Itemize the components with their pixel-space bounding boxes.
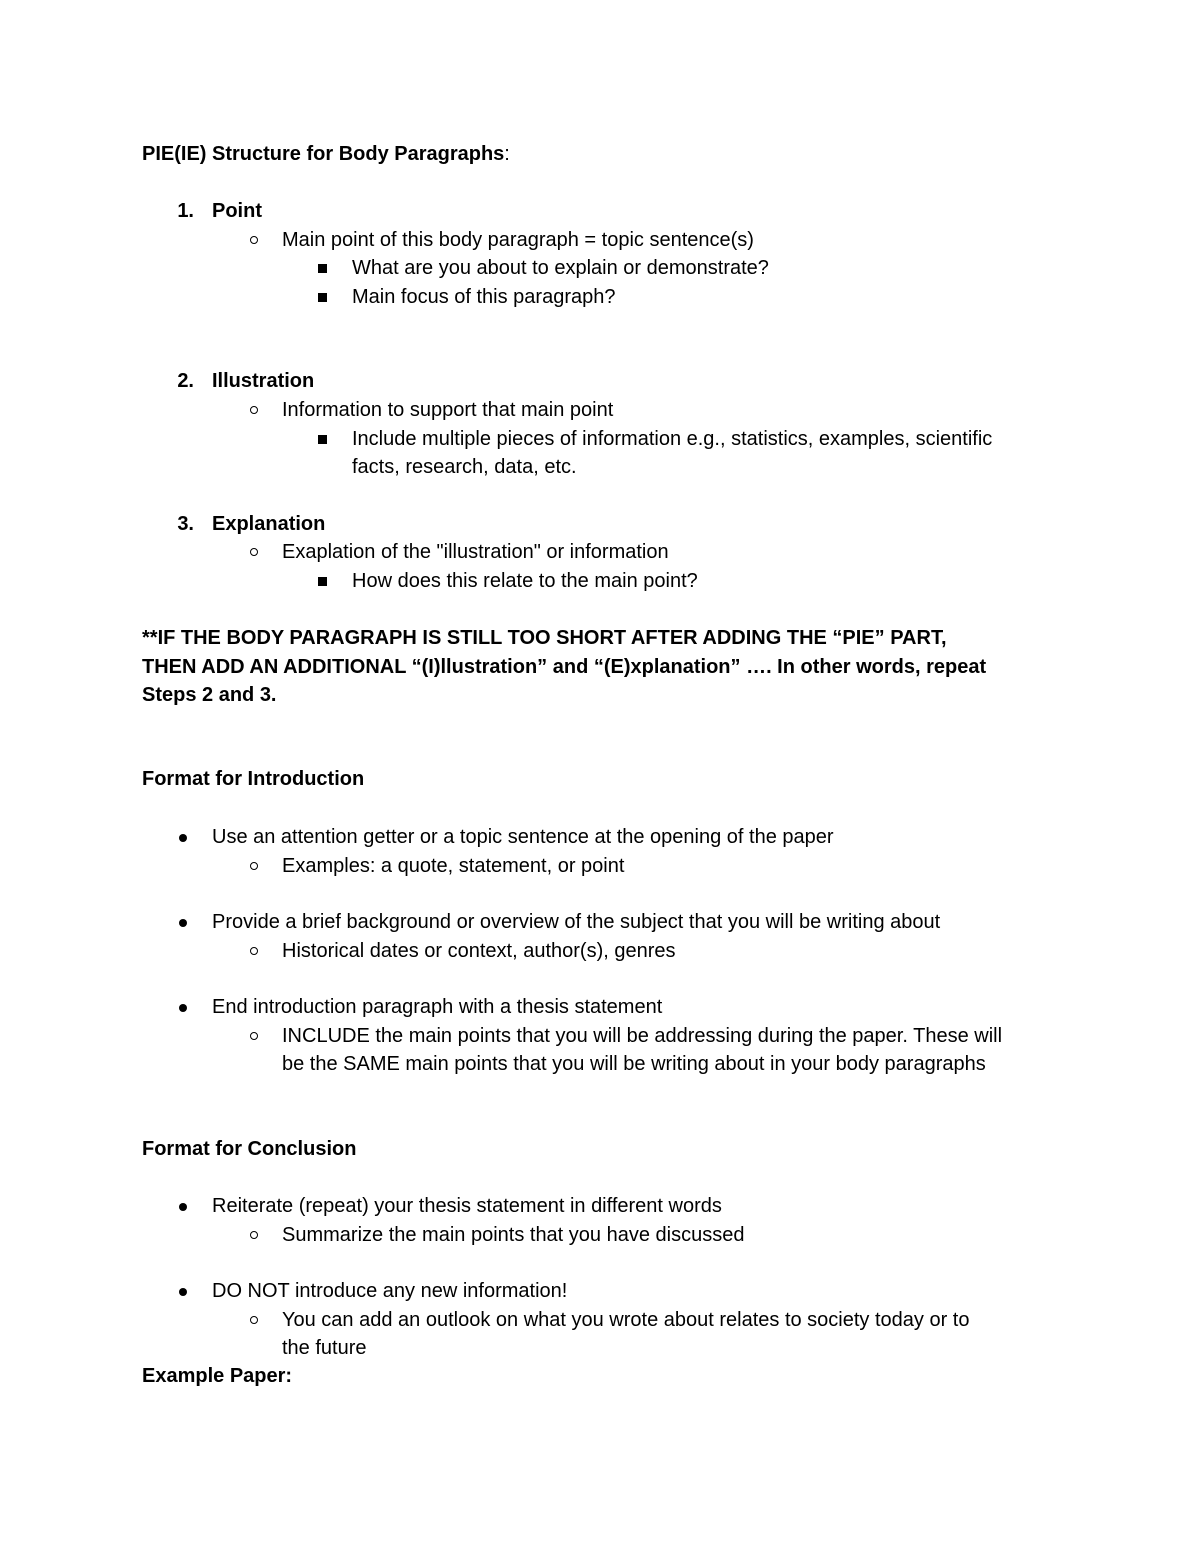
pie-note-line: Steps 2 and 3.: [142, 684, 277, 706]
intro-sub-item: INCLUDE the main points that you will be addressing during the paper. These will: [282, 1025, 1003, 1047]
step-sub-item: Information to support that main point: [282, 399, 614, 421]
conclusion-sub-item-continued: the future: [282, 1337, 367, 1359]
pie-note-line: **IF THE BODY PARAGRAPH IS STILL TOO SHORT AFTER ADDING THE “PIE” PART,: [142, 627, 947, 649]
square-bullet-icon: [318, 435, 327, 444]
conclusion-item: Reiterate (repeat) your thesis statement in different words: [212, 1195, 722, 1217]
circle-bullet-icon: [250, 1032, 258, 1040]
step-detail-item: Include multiple pieces of information e.g., statistics, examples, scientific: [352, 428, 993, 450]
disc-bullet-icon: [179, 919, 187, 927]
step-detail-item: What are you about to explain or demonstrate?: [352, 257, 769, 279]
circle-bullet-icon: [250, 1231, 258, 1239]
square-bullet-icon: [318, 293, 327, 302]
step-number: 2.: [177, 370, 194, 392]
pie-note-line: THEN ADD AN ADDITIONAL “(I)llustration” and “(E)xplanation” …. In other words, repeat: [142, 656, 987, 678]
conclusion-sub-item: You can add an outlook on what you wrote about relates to society today or to: [282, 1309, 970, 1331]
intro-item: End introduction paragraph with a thesis statement: [212, 996, 663, 1018]
conclusion-sub-item: Summarize the main points that you have discussed: [282, 1224, 745, 1246]
step-number: 1.: [177, 200, 194, 222]
step-title-illustration: Illustration: [212, 370, 315, 392]
disc-bullet-icon: [179, 1288, 187, 1296]
intro-sub-item: Historical dates or context, author(s), genres: [282, 940, 676, 962]
example-paper-heading: Example Paper:: [142, 1365, 293, 1387]
conclusion-item: DO NOT introduce any new information!: [212, 1280, 568, 1302]
disc-bullet-icon: [179, 1004, 187, 1012]
intro-sub-item: Examples: a quote, statement, or point: [282, 855, 625, 877]
circle-bullet-icon: [250, 236, 258, 244]
pie-heading: [142, 140, 510, 169]
introduction-heading: Format for Introduction: [142, 768, 365, 790]
step-title-explanation: Explanation: [212, 513, 326, 535]
circle-bullet-icon: [250, 947, 258, 955]
step-detail-item-continued: facts, research, data, etc.: [352, 456, 577, 478]
step-sub-item: Main point of this body paragraph = topic sentence(s): [282, 229, 754, 251]
disc-bullet-icon: [179, 1203, 187, 1211]
pie-heading-colon: :: [504, 143, 510, 165]
intro-sub-item-continued: be the SAME main points that you will be writing about in your body paragraphs: [282, 1053, 986, 1075]
circle-bullet-icon: [250, 406, 258, 414]
step-title-point: Point: [212, 200, 262, 222]
circle-bullet-icon: [250, 548, 258, 556]
pie-heading-text: PIE(IE) Structure for Body Paragraphs: [142, 143, 505, 165]
step-detail-item: How does this relate to the main point?: [352, 570, 698, 592]
step-number: 3.: [177, 513, 194, 535]
disc-bullet-icon: [179, 834, 187, 842]
step-detail-item: Main focus of this paragraph?: [352, 286, 616, 308]
step-sub-item: Exaplation of the "illustration" or information: [282, 541, 669, 563]
circle-bullet-icon: [250, 862, 258, 870]
intro-item: Provide a brief background or overview of the subject that you will be writing about: [212, 911, 941, 933]
square-bullet-icon: [318, 577, 327, 586]
intro-item: Use an attention getter or a topic sentence at the opening of the paper: [212, 826, 834, 848]
conclusion-heading: Format for Conclusion: [142, 1138, 357, 1160]
square-bullet-icon: [318, 264, 327, 273]
circle-bullet-icon: [250, 1316, 258, 1324]
